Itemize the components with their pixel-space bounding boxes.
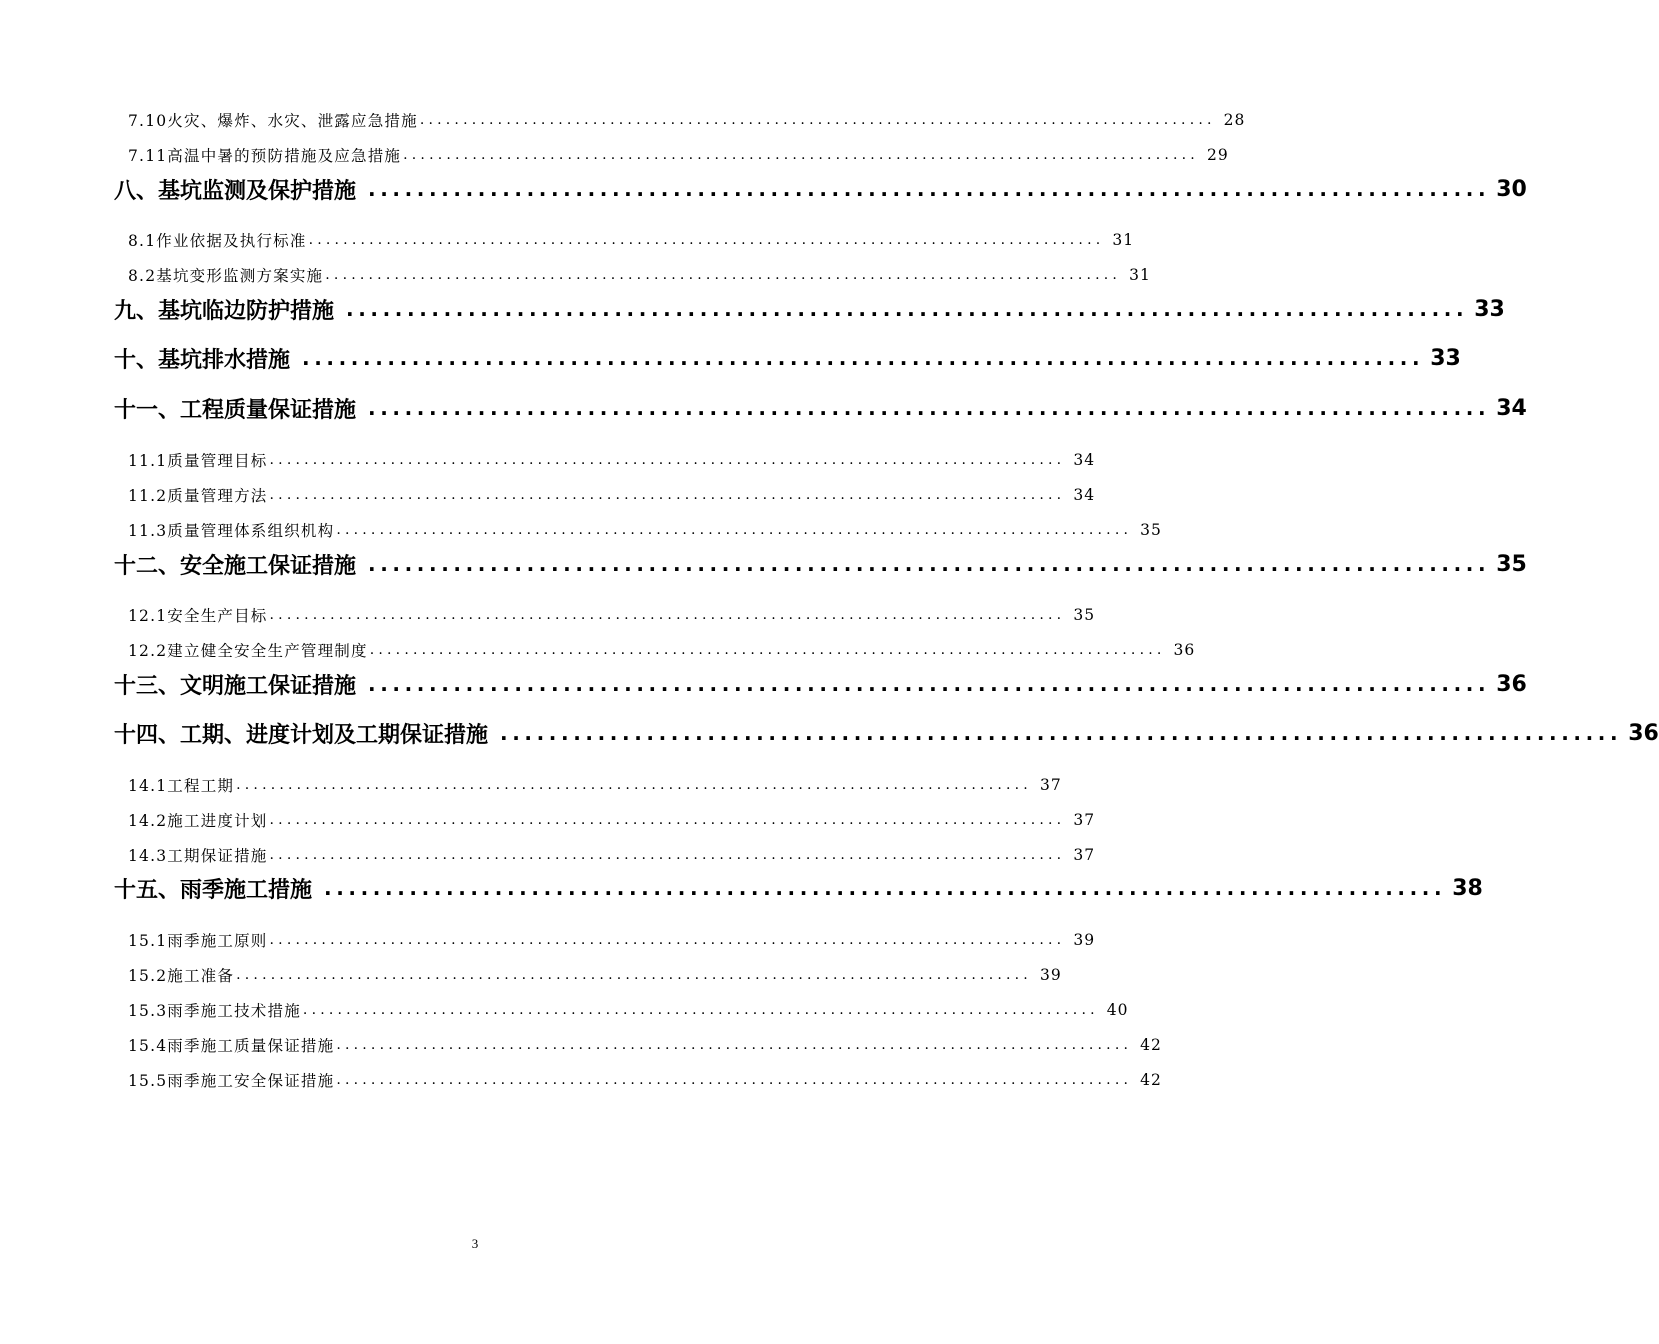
toc-chapter-title: 十三、文明施工保证措施 (114, 673, 357, 699)
toc-entry[interactable] (128, 228, 1135, 252)
toc-chapter-title: 十五、雨季施工措施 (114, 877, 313, 903)
toc-entry-title: 14.1工程工期 (128, 777, 235, 795)
toc-entry-page: 28 (1223, 111, 1246, 129)
toc-dot-leader: ............................................................................................ (336, 1037, 1133, 1053)
toc-dot-leader: ............................................................................................ (324, 876, 1447, 900)
toc-entry[interactable] (128, 808, 1096, 832)
toc-dot-leader: ............................................................................................ (403, 147, 1199, 163)
toc-entry-page: 36 (1173, 641, 1196, 659)
toc-entry-title: 14.3工期保证措施 (128, 847, 268, 865)
toc-entry-title: 8.2基坑变形监测方案实施 (128, 267, 324, 285)
toc-entry[interactable] (128, 928, 1096, 952)
toc-chapter-entry[interactable] (114, 667, 1527, 701)
toc-entry[interactable] (128, 963, 1062, 987)
toc-chapter-page: 34 (1496, 395, 1527, 421)
toc-entry[interactable] (128, 143, 1229, 167)
toc-chapter-page: 33 (1430, 345, 1461, 371)
toc-dot-leader: ............................................................................................ (325, 267, 1122, 283)
toc-chapter-title: 十四、工期、进度计划及工期保证措施 (114, 722, 489, 748)
toc-entry[interactable] (128, 603, 1096, 627)
toc-dot-leader: ............................................................................................ (302, 346, 1425, 370)
toc-entry-title: 15.2施工准备 (128, 967, 235, 985)
toc-dot-leader: ............................................................................................ (500, 721, 1623, 745)
toc-entry[interactable] (128, 843, 1096, 867)
toc-dot-leader: ............................................................................................ (346, 297, 1469, 321)
toc-entry-page: 37 (1039, 776, 1062, 794)
toc-chapter-title: 十二、安全施工保证措施 (114, 553, 357, 579)
toc-entry-page: 35 (1140, 521, 1162, 539)
toc-entry-title: 12.1安全生产目标 (128, 607, 268, 625)
toc-dot-leader: ............................................................................................ (419, 112, 1216, 128)
toc-chapter-title: 九、基坑临边防护措施 (114, 298, 335, 324)
toc-dot-leader: ............................................................................................ (302, 1002, 1099, 1018)
toc-dot-leader: ............................................................................................ (336, 1072, 1133, 1088)
toc-dot-leader: ............................................................................................ (269, 487, 1066, 503)
toc-entry-page: 35 (1073, 606, 1096, 624)
toc-chapter-entry[interactable] (114, 716, 1659, 750)
toc-dot-leader: ............................................................................................ (269, 847, 1066, 863)
toc-entry-title: 15.1雨季施工原则 (128, 932, 268, 950)
toc-entry[interactable] (128, 263, 1151, 287)
toc-entry-title: 11.2质量管理方法 (128, 487, 268, 505)
toc-entry[interactable] (128, 1033, 1162, 1057)
toc-chapter-page: 30 (1496, 176, 1527, 202)
toc-entry-title: 12.2建立健全安全生产管理制度 (128, 642, 368, 660)
toc-entry-page: 31 (1129, 266, 1151, 284)
toc-entry-title: 11.3质量管理体系组织机构 (128, 522, 335, 540)
page-number: 3 (471, 1236, 479, 1251)
toc-dot-leader: ............................................................................................ (368, 396, 1491, 420)
toc-entry[interactable] (128, 108, 1246, 132)
toc-entry-title: 11.1质量管理目标 (128, 452, 268, 470)
toc-chapter-entry[interactable] (114, 292, 1505, 326)
toc-chapter-entry[interactable] (114, 871, 1483, 905)
toc-chapter-entry[interactable] (114, 172, 1527, 206)
toc-entry-title: 15.5雨季施工安全保证措施 (128, 1072, 335, 1090)
toc-chapter-title: 八、基坑监测及保护措施 (114, 178, 357, 204)
toc-entry-page: 42 (1140, 1036, 1162, 1054)
toc-chapter-title: 十一、工程质量保证措施 (114, 397, 357, 423)
toc-entry-title: 14.2施工进度计划 (128, 812, 268, 830)
toc-entry-page: 42 (1140, 1071, 1162, 1089)
toc-chapter-entry[interactable] (114, 391, 1527, 425)
toc-entry-page: 37 (1073, 846, 1096, 864)
toc-entry-page: 34 (1073, 486, 1096, 504)
toc-entry[interactable] (128, 518, 1162, 542)
toc-entry[interactable] (128, 1068, 1162, 1092)
toc-dot-leader: ............................................................................................ (236, 777, 1032, 793)
toc-dot-leader: ............................................................................................ (368, 672, 1491, 696)
toc-entry-title: 8.1作业依据及执行标准 (128, 232, 307, 250)
toc-entry-page: 31 (1112, 231, 1135, 249)
toc-chapter-page: 36 (1628, 720, 1659, 746)
toc-chapter-page: 35 (1496, 551, 1527, 577)
toc-entry-title: 7.10火灾、爆炸、水灾、泄露应急措施 (128, 112, 418, 130)
toc-entry-title: 15.3雨季施工技术措施 (128, 1002, 301, 1020)
toc-dot-leader: ............................................................................................ (236, 967, 1032, 983)
toc-entry-title: 7.11高温中暑的预防措施及应急措施 (128, 147, 402, 165)
toc-entry-page: 39 (1039, 966, 1062, 984)
toc-entry[interactable] (128, 448, 1096, 472)
toc-dot-leader: ............................................................................................ (336, 522, 1133, 538)
toc-dot-leader: ............................................................................................ (269, 607, 1066, 623)
toc-entry-page: 37 (1073, 811, 1096, 829)
toc-entry-title: 15.4雨季施工质量保证措施 (128, 1037, 335, 1055)
toc-chapter-entry[interactable] (114, 547, 1527, 581)
toc-chapter-page: 38 (1452, 875, 1483, 901)
toc-entry-page: 29 (1206, 146, 1229, 164)
toc-chapter-title: 十、基坑排水措施 (114, 347, 291, 373)
toc-dot-leader: ............................................................................................ (369, 642, 1166, 658)
toc-dot-leader: ............................................................................................ (269, 452, 1066, 468)
toc-entry[interactable] (128, 998, 1129, 1022)
toc-entry[interactable] (128, 483, 1096, 507)
toc-entry-page: 34 (1073, 451, 1096, 469)
toc-dot-leader: ............................................................................................ (368, 177, 1491, 201)
toc-chapter-page: 33 (1474, 296, 1505, 322)
toc-dot-leader: ............................................................................................ (368, 552, 1491, 576)
toc-dot-leader: ............................................................................................ (269, 932, 1066, 948)
toc-chapter-page: 36 (1496, 671, 1527, 697)
toc-dot-leader: ............................................................................................ (269, 812, 1066, 828)
toc-entry[interactable] (128, 638, 1196, 662)
toc-entry-page: 40 (1106, 1001, 1129, 1019)
toc-dot-leader: ............................................................................................ (308, 232, 1105, 248)
toc-entry-page: 39 (1073, 931, 1096, 949)
toc-chapter-entry[interactable] (114, 341, 1461, 375)
toc-entry[interactable] (128, 773, 1062, 797)
